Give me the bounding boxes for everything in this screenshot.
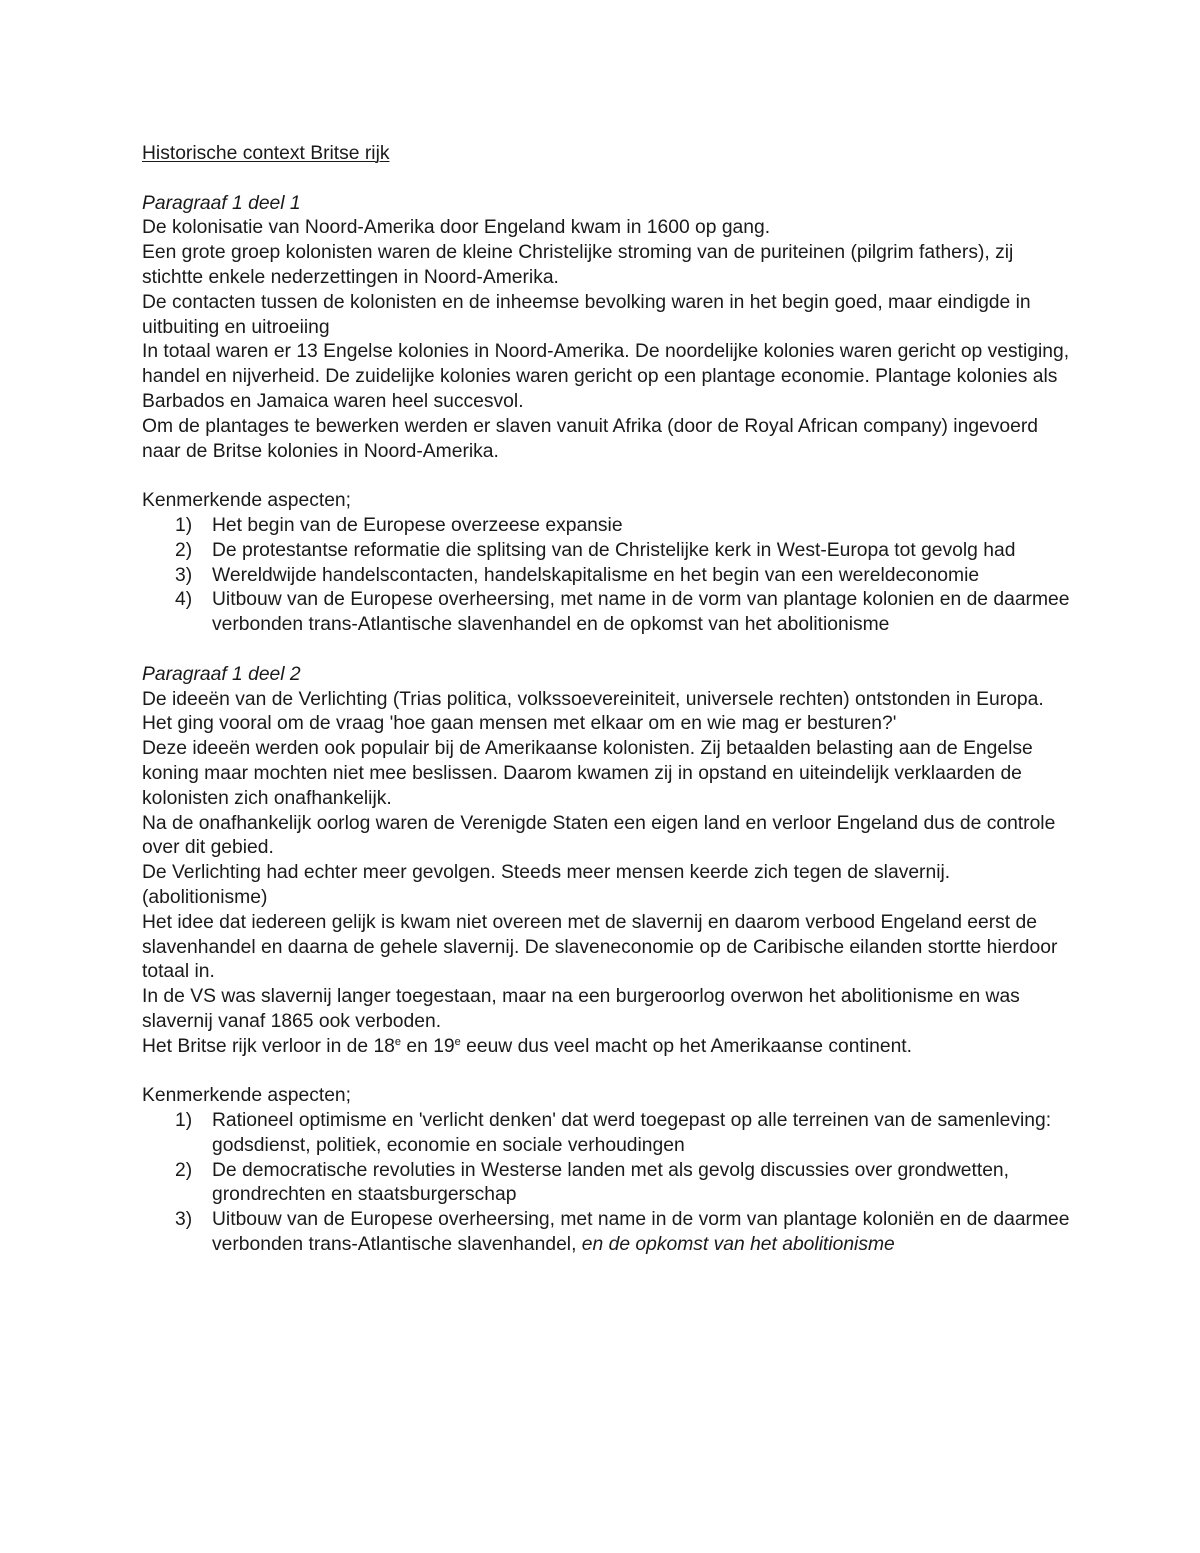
list-item (142, 514, 1072, 539)
spacer (142, 1059, 1072, 1084)
section-1-aspects-heading: Kenmerkende aspecten; (142, 490, 352, 512)
spacer (142, 464, 1072, 489)
list-item-text: Het begin van de Europese overzeese expansie (212, 514, 623, 536)
list-number: 4) (175, 589, 193, 611)
list-item-text: De protestantse reformatie die splitsing van de Christelijke kerk in West-Europa tot gevolg had (212, 539, 1016, 561)
paragraph: Een grote groep kolonisten waren de kleine Christelijke stroming van de puriteinen (pilgrim fathers), zij stichtte enkele nederzettingen in Noord-Amerika. (142, 242, 1014, 288)
paragraph: Het idee dat iedereen gelijk is kwam niet overeen met de slavernij en daarom verbood Engeland eerst de slavenhandel en daarna de gehele slavernij. De slaveneconomie op de Caribische eilanden stortte hierdoor totaal in. (142, 911, 1058, 983)
superscript: e (454, 1035, 461, 1048)
paragraph: In de VS was slavernij langer toegestaan, maar na een burgeroorlog overwon het abolitionisme en was slavernij vanaf 1865 ook verboden. (142, 986, 1020, 1032)
paragraph: De Verlichting had echter meer gevolgen. Steeds meer mensen keerde zich tegen de slavernij. (abolitionisme) (142, 862, 951, 908)
paragraph: Om de plantages te bewerken werden er slaven vanuit Afrika (door de Royal African company) ingevoerd naar de Britse kolonies in Noord-Amerika. (142, 415, 1038, 462)
list-item (142, 1208, 1072, 1258)
list-item-text: Uitbouw van de Europese overheersing, met name in de vorm van plantage kolonien en de daarmee verbonden trans-Atlantische slavenhandel en de opkomst van het abolitionisme (212, 589, 1070, 636)
section-2-heading: Paragraaf 1 deel 2 (142, 663, 301, 685)
spacer (142, 167, 1072, 192)
text-run: Het Britse rijk verloor in de 18 (142, 1035, 395, 1057)
list-item-text: Rationeel optimisme en 'verlicht denken' dat werd toegepast op alle terreinen van de samenleving: godsdienst, politiek, economie en sociale verhoudingen (212, 1110, 1052, 1156)
list-number: 1) (175, 514, 193, 536)
list-number: 1) (175, 1110, 193, 1132)
section-2-aspects-heading: Kenmerkende aspecten; (142, 1085, 352, 1107)
list-item (142, 564, 1072, 589)
list-number: 3) (175, 564, 193, 586)
paragraph: Na de onafhankelijk oorlog waren de Verenigde Staten een eigen land en verloor Engeland dus de controle over dit gebied. (142, 812, 1056, 859)
document-title: Historische context Britse rijk (142, 143, 390, 164)
list-item-text: De democratische revoluties in Westerse landen met als gevolg discussies over grondwetten, grondrechten en staatsburgerschap (212, 1159, 1009, 1206)
section-1-heading: Paragraaf 1 deel 1 (142, 192, 301, 214)
document-page (142, 142, 1072, 1258)
list-number: 3) (175, 1209, 193, 1231)
text-run: en 19 (401, 1035, 455, 1057)
text-run: eeuw dus veel macht op het Amerikaanse continent. (460, 1035, 913, 1057)
list-item (142, 588, 1072, 638)
paragraph: Deze ideeën werden ook populair bij de Amerikaanse kolonisten. Zij betaalden belasting aan de Engelse koning maar mochten niet mee beslissen. Daarom kwamen zij in opstand en uiteindelijk verklaarden de kolonisten zich onafhankelijk. (142, 738, 1033, 809)
section-1-aspects-list (142, 514, 1072, 638)
paragraph (142, 1035, 1072, 1060)
paragraph: De ideeën van de Verlichting (Trias politica, volkssoevereiniteit, universele rechten) ontstonden in Europa. Het ging vooral om de vraag 'hoe gaan mensen met elkaar om en wie mag er besturen?' (142, 688, 1044, 735)
list-item (142, 539, 1072, 564)
paragraph: De contacten tussen de kolonisten en de inheemse bevolking waren in het begin goed, maar eindigde in uitbuiting en uitroeiing (142, 291, 1031, 338)
list-number: 2) (175, 539, 193, 561)
list-item-text: Wereldwijde handelscontacten, handelskapitalisme en het begin van een wereldeconomie (212, 564, 980, 586)
paragraph: De kolonisatie van Noord-Amerika door Engeland kwam in 1600 op gang. (142, 217, 771, 239)
list-item-text: Uitbouw van de Europese overheersing, met name in de vorm van plantage koloniën en de daarmee verbonden trans-Atlantische slavenhandel, (212, 1209, 1070, 1256)
list-item (142, 1109, 1072, 1159)
list-item-italic-text: en de opkomst van het abolitionisme (581, 1234, 895, 1256)
list-item (142, 1159, 1072, 1209)
section-2-aspects-list (142, 1109, 1072, 1258)
superscript: e (394, 1035, 402, 1048)
paragraph: In totaal waren er 13 Engelse kolonies in Noord-Amerika. De noordelijke kolonies waren gericht op vestiging, handel en nijverheid. De zuidelijke kolonies waren gericht op een plantage economie. Plantage kolonies als Barbados en Jamaica waren heel succesvol. (142, 341, 1070, 412)
spacer (142, 638, 1072, 663)
list-number: 2) (175, 1159, 193, 1181)
